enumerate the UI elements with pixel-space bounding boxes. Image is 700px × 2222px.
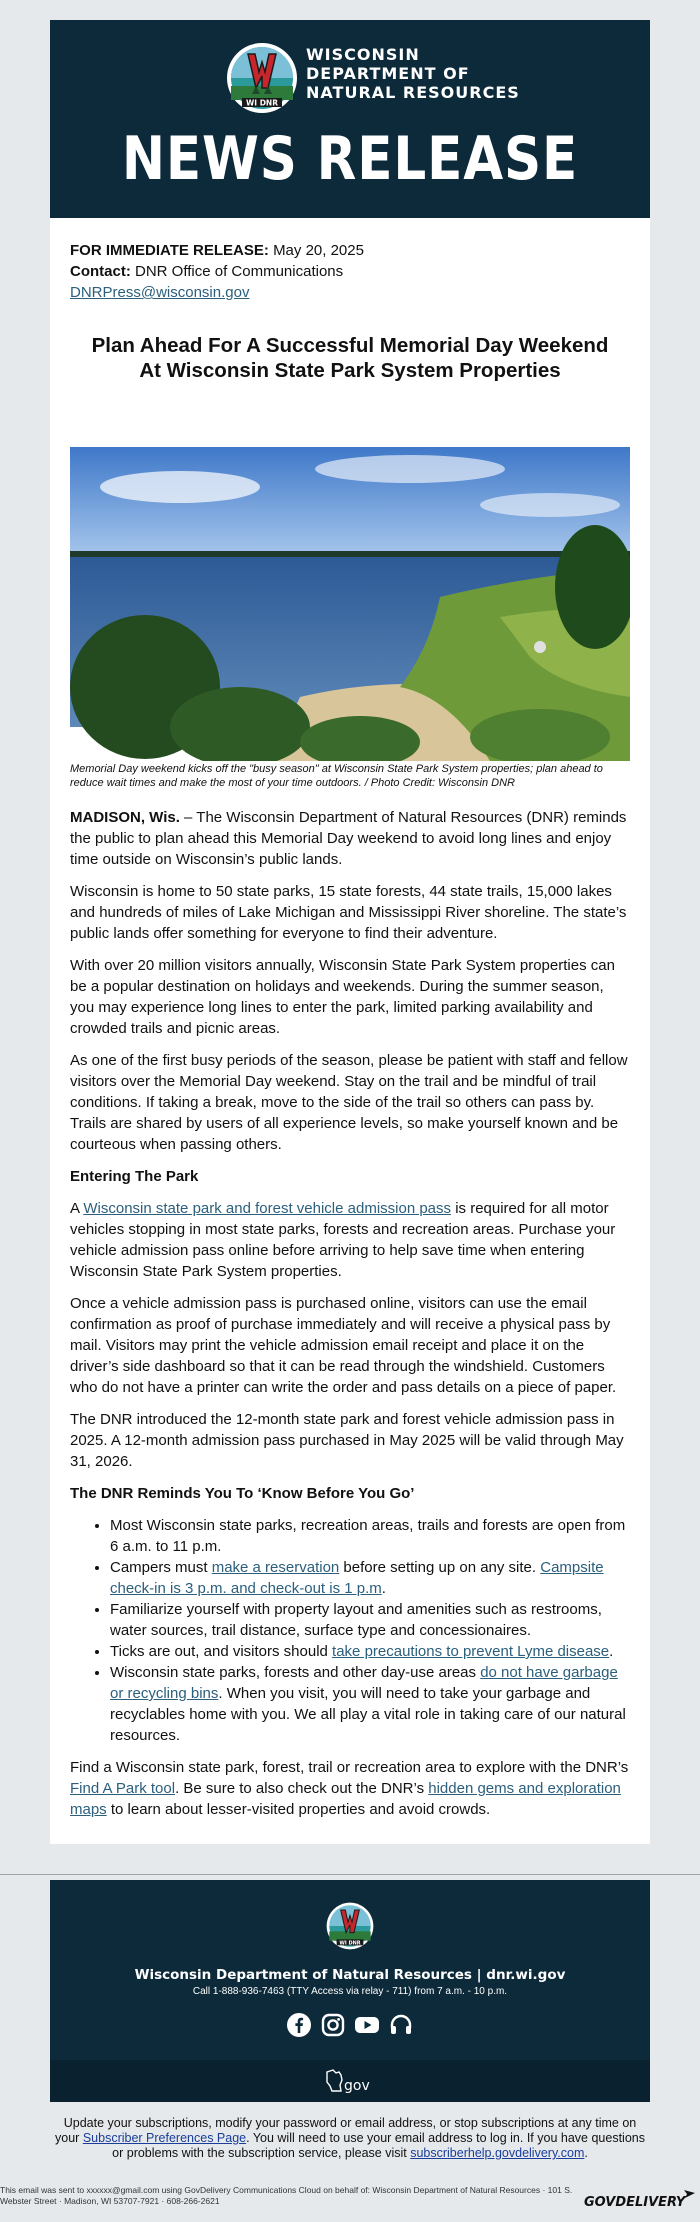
release-date: May 20, 2025 <box>273 242 364 259</box>
list-item: • Familiarize yourself with property layout and amenities such as restrooms, water sources, trail distance, surface type and concessionaires. <box>110 1599 630 1641</box>
wisconsin-gov-logo-icon <box>324 2067 376 2095</box>
headline: Plan Ahead For A Successful Memorial Day Weekend At Wisconsin State Park System Properties <box>91 334 609 382</box>
section-heading-entering: Entering The Park <box>70 1168 199 1185</box>
footer-phone: Call 1-888-936-7463 (TTY Access via relay - 711) from 7 a.m. - 10 p.m. <box>192 1986 508 1997</box>
footer-banner <box>50 1880 650 2102</box>
wi-dnr-logo-icon <box>326 1902 374 1950</box>
logo-text: WI DNR <box>246 98 278 108</box>
facebook-icon[interactable] <box>286 2012 312 2038</box>
wigov-text: gov <box>344 2078 370 2094</box>
paragraph: Once a vehicle admission pass is purchased online, visitors can use the email confirmation as proof of purchase immediately and will receive a physical pass by mail. Visitors may print the vehicle admission email receipt and place it on the driver’s side dashboard so that it can be read through the windshield. Customers who do not have a printer can write the order and pass details on a piece of paper. <box>70 1295 617 1396</box>
newsletter-card <box>50 20 650 1844</box>
govdelivery-text: GOVDELIVERY <box>584 2195 686 2210</box>
release-meta <box>70 240 630 303</box>
find-a-park-link[interactable]: Find A Park tool <box>70 1780 176 1797</box>
podcast-headphones-icon[interactable] <box>388 2012 414 2038</box>
section-heading-know: The DNR Reminds You To ‘Know Before You Go’ <box>70 1485 415 1502</box>
instagram-icon[interactable] <box>320 2012 346 2038</box>
contact-label: Contact: <box>70 263 131 280</box>
paragraph: Find a Wisconsin state park, forest, trail or recreation area to explore with the DNR’s Find A Park tool. Be sure to also check out the DNR’s hidden gems and exploration maps to learn about lesser-visited properties and avoid crowds. <box>70 1759 629 1818</box>
dateline: MADISON, Wis. <box>70 809 180 826</box>
garbage-link[interactable]: do not have garbage or recycling bins <box>110 1664 618 1702</box>
list-item: • Campers must make a reservation before setting up on any site. Campsite check-in is 3 p.m. and check-out is 1 p.m. <box>110 1557 630 1599</box>
admission-pass-link[interactable]: Wisconsin state park and forest vehicle admission pass <box>83 1200 452 1217</box>
header-banner <box>50 20 650 218</box>
press-email-link[interactable]: DNRPress@wisconsin.gov <box>70 284 250 301</box>
agency-name: WISCONSIN DEPARTMENT OF NATURAL RESOURCES <box>306 45 520 102</box>
divider <box>0 1874 700 1875</box>
hidden-gems-link[interactable]: hidden gems and exploration maps <box>70 1780 621 1818</box>
subscriber-help-link[interactable]: subscriberhelp.govdelivery.com <box>410 2146 585 2160</box>
govdelivery-logo-icon[interactable] <box>584 2187 696 2211</box>
paragraph: As one of the first busy periods of the season, please be patient with staff and fellow visitors over the Memorial Day weekend. Stay on the trail and be mindful of trail conditions. If taking a break, move to the side of the trail so others can pass by. Trails are shared by users of all experience levels, so make yourself known and be courteous when passing others. <box>70 1052 628 1153</box>
release-label: FOR IMMEDIATE RELEASE: <box>70 242 269 259</box>
contact-value: DNR Office of Communications <box>135 263 344 280</box>
list-item: • Ticks are out, and visitors should take precautions to prevent Lyme disease. <box>110 1641 630 1662</box>
checkin-link[interactable]: Campsite check-in is 3 p.m. and check-out is 1 p.m <box>110 1559 604 1597</box>
article-body <box>70 807 630 1831</box>
reservation-link[interactable]: make a reservation <box>211 1559 340 1576</box>
youtube-icon[interactable] <box>354 2012 380 2038</box>
photo-caption: Memorial Day weekend kicks off the "busy season" at Wisconsin State Park System properties; plan ahead to reduce wait times and make the most of your time outdoors. / Photo Credit: Wisconsin DNR <box>70 763 603 789</box>
social-links <box>50 2012 650 2038</box>
paragraph: Wisconsin is home to 50 state parks, 15 state forests, 44 state trails, 15,000 lakes and hundreds of miles of Lake Michigan and Mississippi River shoreline. The state’s public lands offer something for everyone to find their adventure. <box>70 883 627 942</box>
paragraph: A Wisconsin state park and forest vehicle admission pass is required for all motor vehicles stopping in most state parks, forests and recreation areas. Purchase your vehicle admission pass online before arriving to help save time when entering Wisconsin State Park System properties. <box>70 1200 616 1280</box>
wi-dnr-logo-icon <box>226 42 298 114</box>
page-title: NEWS RELEASE <box>121 124 579 194</box>
lyme-link[interactable]: take precautions to prevent Lyme disease <box>332 1643 610 1660</box>
list-item: • Wisconsin state parks, forests and other day-use areas do not have garbage or recycling bins. When you visit, you will need to take your garbage and recyclables home with you. We all play a vital role in taking care of our natural resources. <box>110 1662 630 1746</box>
sender-disclaimer: This email was sent to xxxxxx@gmail.com using GovDelivery Communications Cloud on behalf of: Wisconsin Department of Natural Resources · 101 S. Webster Street · Madison, WI 53707-7921 · 608-266-2621 <box>0 2185 573 2206</box>
lake-photo <box>70 447 630 761</box>
paragraph: With over 20 million visitors annually, Wisconsin State Park System properties can be a popular destination on holidays and weekends. During the summer season, you may experience long lines to enter the park, limited parking availability and crowded trails and picnic areas. <box>70 957 615 1037</box>
subscriber-preferences-link[interactable]: Subscriber Preferences Page <box>82 2131 247 2145</box>
paragraph-intro: MADISON, Wis. – The Wisconsin Department of Natural Resources (DNR) reminds the public to plan ahead this Memorial Day weekend to avoid long lines and enjoy time outside on Wisconsin’s public lands. <box>70 809 627 868</box>
list-item: • Most Wisconsin state parks, recreation areas, trails and forests are open from 6 a.m. to 11 p.m. <box>110 1515 630 1557</box>
reminder-list <box>70 1515 630 1746</box>
logo-text: WI DNR <box>339 1940 361 1947</box>
footer-org-name[interactable]: Wisconsin Department of Natural Resources | dnr.wi.gov <box>134 1967 566 1983</box>
subscription-notice: Update your subscriptions, modify your password or email address, or stop subscriptions at any time on your Subscriber Preferences Page. You will need to use your email address to log in. If you have questions or problems with the subscription service, please visit subscriberhelp.govdelivery.com. <box>55 2116 645 2160</box>
paragraph: The DNR introduced the 12-month state park and forest vehicle admission pass in 2025. A 12-month admission pass purchased in May 2025 will be valid through May 31, 2026. <box>70 1411 624 1470</box>
